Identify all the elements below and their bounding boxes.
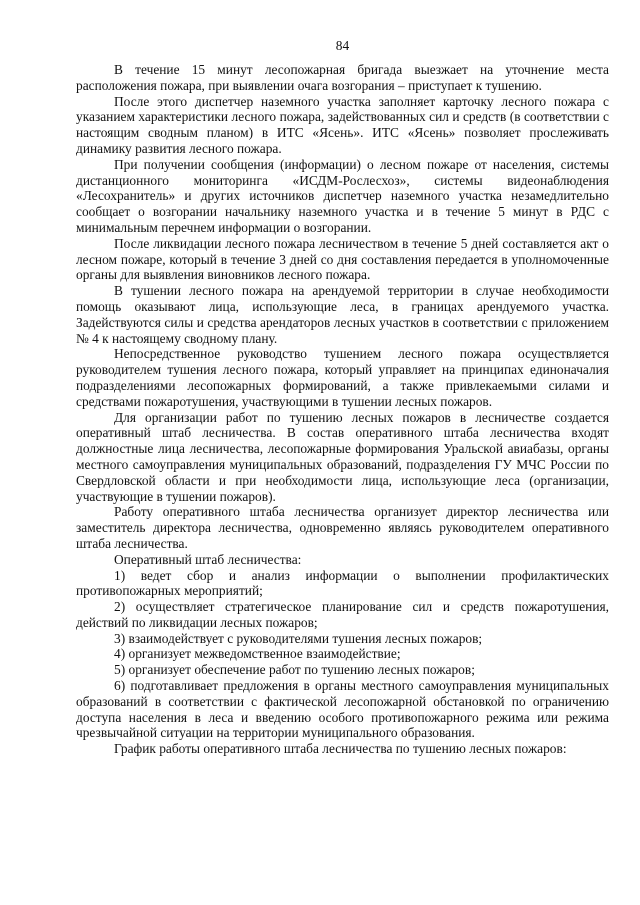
paragraph: При получении сообщения (информации) о лесном пожаре от населения, системы дистанционного мониторинга «ИСДМ-Рослесхоз», системы видеонаблюдения «Лесохранитель» и других источников диспетчер наземного участка незамедлительно сообщает о возгорании начальнику наземного участка и в течение 5 минут в РДС с минимальным перечнем информации о возгорании. [76, 156, 609, 235]
list-item: 4) организует межведомственное взаимодействие; [114, 646, 401, 662]
list-item: 5) организует обеспечение работ по тушению лесных пожаров; [114, 662, 475, 678]
paragraph: В течение 15 минут лесопожарная бригада выезжает на уточнение места расположения пожара, при выявлении очага возгорания – приступает к тушению. [76, 62, 609, 93]
list-item: 2) осуществляет стратегическое планирование сил и средств пожаротушения, действий по ликвидации лесных пожаров; [76, 599, 609, 630]
paragraph: Непосредственное руководство тушением лесного пожара осуществляется руководителем тушения лесного пожара, который управляет на принципах единоначалия подразделениями лесопожарных формирований, а также привлекаемыми силами и средствами пожаротушения, участвующими в тушении лесных пожаров. [76, 346, 609, 409]
list-item: 1) ведет сбор и анализ информации о выполнении профилактических противопожарных мероприятий; [76, 567, 609, 599]
document-page [76, 0, 609, 757]
list-item: 6) подготавливает предложения в органы местного самоуправления муниципальных образований в соответствии с фактической лесопожарной обстановкой по ограничению доступа населения в леса и введению особого противопожарного режима или режима чрезвычайной ситуации на территории муниципального образования. [76, 678, 609, 741]
paragraph: Работу оперативного штаба лесничества организует директор лесничества или заместитель директора лесничества, одновременно являясь руководителем оперативного штаба лесничества. [76, 504, 609, 551]
paragraph: В тушении лесного пожара на арендуемой территории в случае необходимости помощь оказывают лица, использующие леса, в границах арендуемого участка. Задействуются силы и средства арендаторов лесных участков в соответствии с приложением № 4 к настоящему сводному плану. [76, 283, 609, 346]
list-item: 3) взаимодействует с руководителями тушения лесных пожаров; [114, 630, 483, 646]
page-number: 84 [335, 38, 350, 53]
paragraph: Для организации работ по тушению лесных пожаров в лесничестве создается оперативный штаб лесничества. В состав оперативного штаба лесничества входят должностные лица лесничества, лесопожарные формирования Уральской авиабазы, органы местного самоуправления муниципальных образований, подразделения ГУ МЧС России по Свердловской области и при необходимости лица, использующие леса (организации, участвующие в тушении пожаров). [76, 409, 609, 504]
paragraph: После ликвидации лесного пожара лесничеством в течение 5 дней составляется акт о лесном пожаре, который в течение 3 дней со дня составления передается в уполномоченные органы для выявления виновников лесного пожара. [76, 235, 609, 283]
list-heading: Оперативный штаб лесничества: [114, 551, 302, 567]
paragraph: График работы оперативного штаба лесничества по тушению лесных пожаров: [114, 741, 567, 757]
paragraph: После этого диспетчер наземного участка заполняет карточку лесного пожара с указанием характеристики лесного пожара, задействованных сил и средств (в соответствии с настоящим сводным планом) в ИТС «Ясень». ИТС «Ясень» позволяет прослеживать динамику развития лесного пожара. [76, 93, 609, 156]
